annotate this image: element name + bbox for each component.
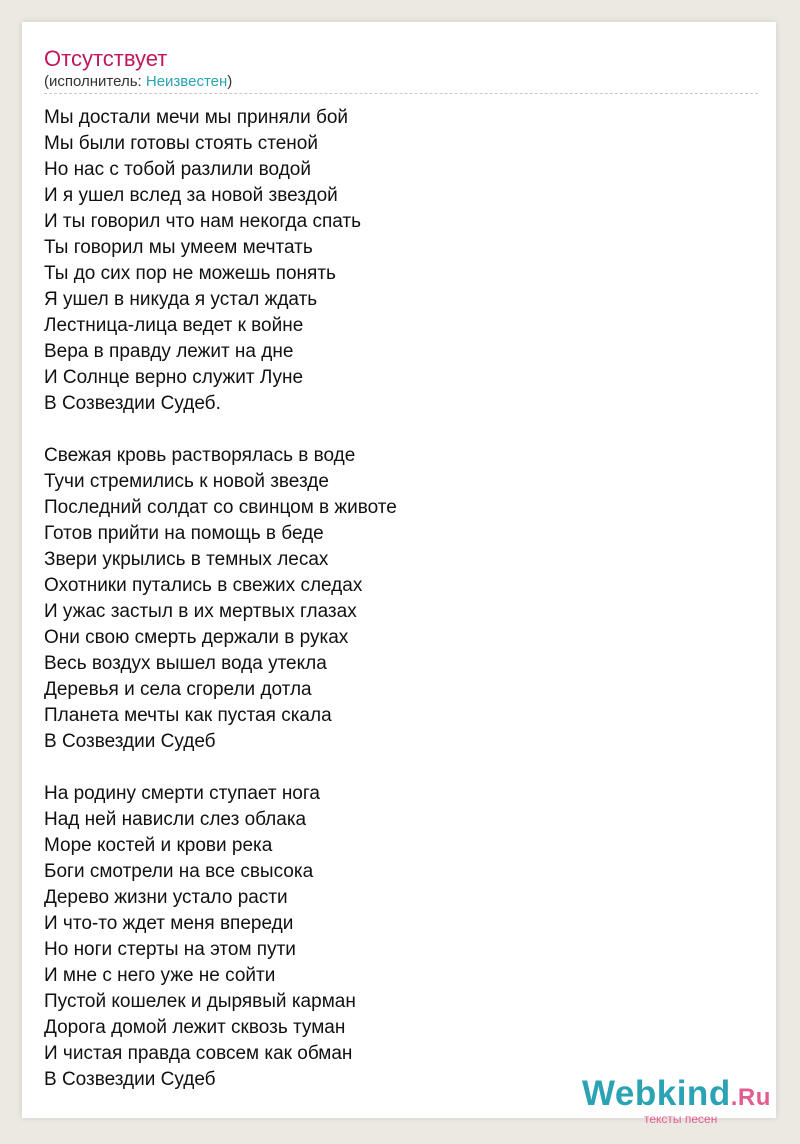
lyric-line: Боги смотрели на все свысока	[44, 861, 314, 882]
lyric-line: Но ноги стерты на этом пути	[44, 939, 296, 960]
lyric-line: Они свою смерть держали в руках	[44, 627, 349, 648]
lyric-line: В Созвездии Судеб	[44, 1069, 216, 1090]
artist-link[interactable]: Неизвестен	[145, 73, 228, 90]
lyric-line: Море костей и крови река	[44, 835, 273, 856]
logo-tld: .Ru	[730, 1084, 771, 1111]
site-logo[interactable]	[582, 1076, 771, 1116]
lyrics-page	[22, 22, 776, 1126]
logo-main: Webkind	[582, 1074, 731, 1113]
lyric-line: Тучи стремились к новой звезде	[44, 471, 329, 492]
verse-gap	[44, 417, 397, 443]
lyric-line: Лестница-лица ведет к войне	[44, 315, 304, 336]
lyric-line: Последний солдат со свинцом в животе	[44, 497, 397, 518]
lyric-line: И что-то ждет меня впереди	[44, 913, 294, 934]
lyric-line: На родину смерти ступает нога	[44, 783, 320, 804]
lyric-line: Охотники путались в свежих следах	[44, 575, 363, 596]
lyric-line: Мы достали мечи мы приняли бой	[44, 107, 349, 128]
lyric-line: Дорога домой лежит сквозь туман	[44, 1017, 346, 1038]
lyric-line: В Созвездии Судеб.	[44, 393, 221, 414]
logo-tagline: тексты песен	[644, 1112, 718, 1126]
lyric-line: И чистая правда совсем как обман	[44, 1043, 353, 1064]
artist-prefix: (исполнитель:	[44, 73, 146, 90]
lyric-line: Но нас с тобой разлили водой	[44, 159, 311, 180]
lyric-line: В Созвездии Судеб	[44, 731, 216, 752]
lyric-line: Ты до сих пор не можешь понять	[44, 263, 336, 284]
lyric-line: И я ушел вслед за новой звездой	[44, 185, 338, 206]
song-title: Отсутствует	[44, 46, 168, 71]
artist-suffix: )	[227, 73, 233, 90]
divider	[44, 93, 758, 94]
lyric-line: Вера в правду лежит на дне	[44, 341, 294, 362]
lyric-line: И мне с него уже не сойти	[44, 965, 276, 986]
lyric-line: Пустой кошелек и дырявый карман	[44, 991, 356, 1012]
lyric-line: И ужас застыл в их мертвых глазах	[44, 601, 357, 622]
lyric-line: Свежая кровь растворялась в воде	[44, 445, 356, 466]
verse-gap	[44, 755, 397, 781]
lyric-line: Звери укрылись в темных лесах	[44, 549, 329, 570]
lyric-line: Планета мечты как пустая скала	[44, 705, 332, 726]
lyric-line: Я ушел в никуда я устал ждать	[44, 289, 318, 310]
artist-line	[44, 73, 232, 91]
lyric-line: Весь воздух вышел вода утекла	[44, 653, 327, 674]
lyric-line: Мы были готовы стоять стеной	[44, 133, 318, 154]
lyric-line: Готов прийти на помощь в беде	[44, 523, 324, 544]
lyric-line: Ты говорил мы умеем мечтать	[44, 237, 313, 258]
lyric-line: И Солнце верно служит Луне	[44, 367, 304, 388]
lyric-line: Дерево жизни устало расти	[44, 887, 288, 908]
lyrics-body	[44, 105, 397, 1093]
lyric-line: И ты говорил что нам некогда спать	[44, 211, 361, 232]
lyric-line: Деревья и села сгорели дотла	[44, 679, 312, 700]
lyric-line: Над ней нависли слез облака	[44, 809, 307, 830]
